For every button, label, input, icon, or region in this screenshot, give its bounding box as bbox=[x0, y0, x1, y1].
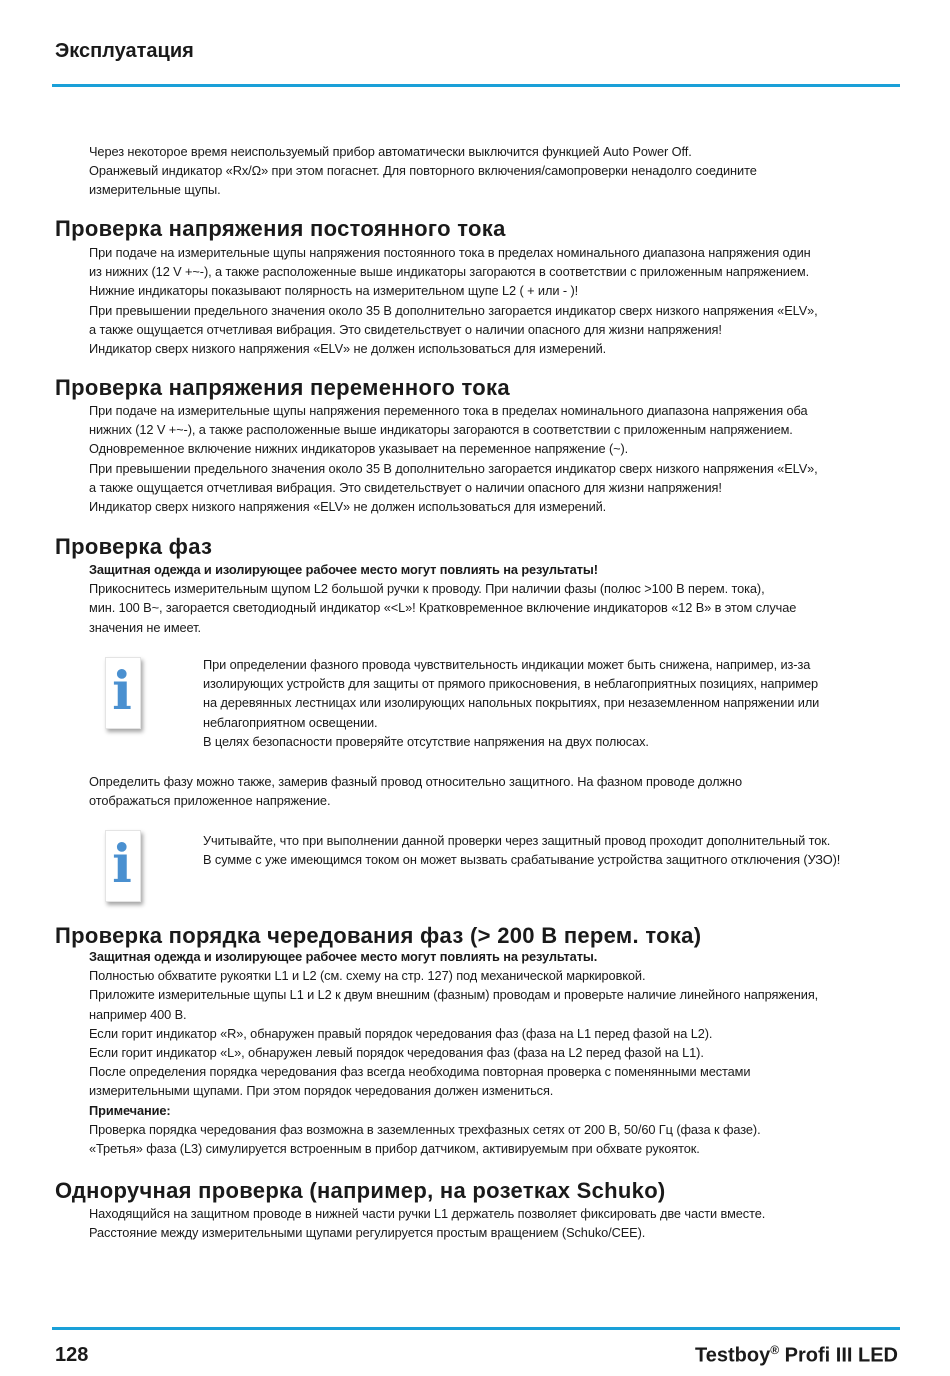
text-line: Одновременное включение нижних индикаторов указывает на переменное напряжение (~). bbox=[89, 441, 629, 457]
model-name: Profi III LED bbox=[779, 1344, 898, 1367]
section-title-onehand: Одноручная проверка (например, на розетках Schuko) bbox=[55, 1178, 666, 1203]
text-line: При определении фазного провода чувствительность индикации может быть снижена, например, из-за bbox=[203, 657, 811, 672]
warning-text: Защитная одежда и изолирующее рабочее место могут повлиять на результаты! bbox=[89, 562, 598, 577]
text-line: После определения порядка чередования фаз всегда необходима повторная проверка с поменянными местами bbox=[89, 1064, 751, 1080]
text-line: Находящийся на защитном проводе в нижней части ручки L1 держатель позволяет фиксировать две части вместе. bbox=[89, 1206, 766, 1221]
text-line: из нижних (12 V +~-), а также расположенные выше индикаторы загораются в соответствии с приложенным напряжением. bbox=[89, 264, 810, 280]
page-number: 128 bbox=[55, 1344, 89, 1366]
info-glyph: i bbox=[112, 661, 132, 722]
text-line: значения не имеет. bbox=[89, 619, 201, 635]
section-body-rotation bbox=[89, 947, 889, 1158]
text-line: Определить фазу можно также, замерив фазный провод относительно защитного. На фазном проводе должно bbox=[89, 774, 742, 789]
text-line: Учитывайте, что при выполнении данной проверки через защитный провод проходит дополнительный ток. bbox=[203, 833, 831, 848]
note-label: Примечание: bbox=[89, 1102, 171, 1118]
text-line: Нижние индикаторы показывают полярность на измерительном щупе L2 ( + или - )! bbox=[89, 283, 579, 299]
text-line: Индикатор сверх низкого напряжения «ELV» не должен использоваться для измерений. bbox=[89, 499, 607, 515]
text-line: Через некоторое время неиспользуемый прибор автоматически выключится функцией Auto Power Off. bbox=[89, 144, 692, 159]
info-glyph: i bbox=[112, 834, 132, 895]
text-line: Если горит индикатор «L», обнаружен левый порядок чередования фаз (фаза на L2 перед фазой на L1). bbox=[89, 1045, 704, 1061]
info-icon bbox=[105, 657, 141, 729]
phase-alt-method bbox=[89, 772, 889, 810]
text-line: а также ощущается отчетливая вибрация. Это свидетельствует о наличии опасного для жизни напряжения! bbox=[89, 479, 722, 495]
text-line: Приложите измерительные щупы L1 и L2 к двум внешним (фазным) проводам и проверьте наличие линейного напряжения, bbox=[89, 987, 819, 1003]
text-line: «Третья» фаза (L3) симулируется встроенным в прибор датчиком, активируемым при обхвате рукояток. bbox=[89, 1141, 700, 1157]
text-line: на деревянных лестницах или изолирующих напольных покрытиях, при незаземленном напряжении или bbox=[203, 695, 820, 711]
section-title-dc: Проверка напряжения постоянного тока bbox=[55, 216, 506, 241]
text-line: неблагоприятном освещении. bbox=[203, 714, 378, 730]
text-line: Проверка порядка чередования фаз возможна в заземленных трехфазных сетях от 200 В, 50/60 Гц (фаза к фазе). bbox=[89, 1121, 761, 1137]
brand-name: Testboy bbox=[695, 1344, 771, 1367]
text-line: а также ощущается отчетливая вибрация. Это свидетельствует о наличии опасного для жизни напряжения! bbox=[89, 321, 722, 337]
section-body-dc bbox=[89, 243, 889, 358]
info-note-sensitivity bbox=[203, 655, 893, 751]
text-line: Индикатор сверх низкого напряжения «ELV» не должен использоваться для измерений. bbox=[89, 341, 607, 357]
text-line: При подаче на измерительные щупы напряжения переменного тока в пределах номинального диапазона напряжения оба bbox=[89, 403, 808, 418]
section-title-rotation: Проверка порядка чередования фаз (> 200 В перем. тока) bbox=[55, 923, 702, 948]
footer-brand bbox=[695, 1343, 898, 1368]
registered-mark: ® bbox=[770, 1343, 780, 1357]
text-line: В целях безопасности проверяйте отсутствие напряжения на двух полюсах. bbox=[203, 733, 649, 749]
text-line: Оранжевый индикатор «Rx/Ω» при этом погаснет. Для повторного включения/самопроверки ненадолго соедините bbox=[89, 163, 757, 179]
text-line: мин. 100 В~, загорается светодиодный индикатор «<L»! Кратковременное включение индикаторов «12 В» в этом случае bbox=[89, 600, 797, 616]
text-line: отображаться приложенное напряжение. bbox=[89, 793, 331, 809]
section-body-ac bbox=[89, 401, 889, 516]
intro-paragraph bbox=[89, 142, 889, 200]
info-note-rcd bbox=[203, 831, 893, 869]
text-line: Если горит индикатор «R», обнаружен правый порядок чередования фаз (фаза на L1 перед фазой на L2). bbox=[89, 1025, 713, 1041]
text-line: При подаче на измерительные щупы напряжения постоянного тока в пределах номинального диапазона напряжения один bbox=[89, 245, 811, 260]
text-line: При превышении предельного значения около 35 В дополнительно загорается индикатор сверх низкого напряжения «ELV», bbox=[89, 460, 818, 476]
text-line: нижних (12 V +~-), а также расположенные выше индикаторы загораются в соответствии с приложенным напряжением. bbox=[89, 422, 793, 438]
text-line: измерительными щупами. При этом порядок чередования должен измениться. bbox=[89, 1083, 554, 1099]
page-header-title: Эксплуатация bbox=[55, 40, 194, 62]
section-title-phase: Проверка фаз bbox=[55, 534, 213, 559]
text-line: В сумме с уже имеющимся током он может вызвать срабатывание устройства защитного отключения (УЗО)! bbox=[203, 852, 841, 868]
info-icon bbox=[105, 830, 141, 902]
warning-text: Защитная одежда и изолирующее рабочее место могут повлиять на результаты. bbox=[89, 949, 598, 964]
header-rule bbox=[52, 84, 900, 87]
section-title-ac: Проверка напряжения переменного тока bbox=[55, 375, 510, 400]
text-line: измерительные щупы. bbox=[89, 182, 221, 198]
text-line: При превышении предельного значения около 35 В дополнительно загорается индикатор сверх низкого напряжения «ELV», bbox=[89, 302, 818, 318]
footer-rule bbox=[52, 1327, 900, 1330]
text-line: изолирующих устройств для защиты от прямого прикосновения, в неблагоприятных позициях, например bbox=[203, 676, 819, 692]
text-line: Расстояние между измерительными щупами регулируется простым вращением (Schuko/CEE). bbox=[89, 1225, 646, 1241]
text-line: Прикоснитесь измерительным щупом L2 большой ручки к проводу. При наличии фазы (полюс >100 В перем. тока), bbox=[89, 581, 765, 597]
section-body-onehand bbox=[89, 1204, 889, 1242]
text-line: например 400 В. bbox=[89, 1006, 187, 1022]
section-body-phase bbox=[89, 560, 889, 637]
text-line: Полностью обхватите рукоятки L1 и L2 (см. схему на стр. 127) под механической маркировкой. bbox=[89, 968, 646, 984]
